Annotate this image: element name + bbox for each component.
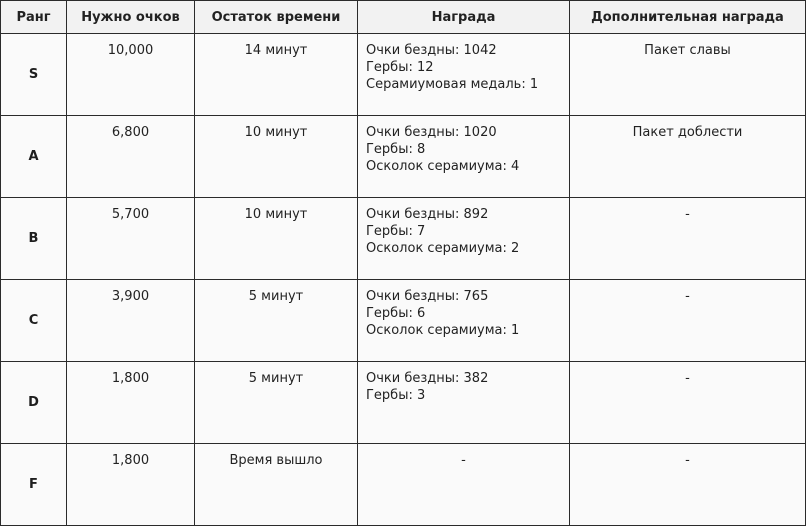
rank-letter: C	[1, 280, 67, 362]
header-points: Нужно очков	[67, 1, 195, 34]
time-remaining: 5 минут	[195, 362, 358, 444]
points-required: 1,800	[67, 362, 195, 444]
table-row	[1, 280, 806, 362]
time-remaining: Время вышло	[195, 444, 358, 526]
points-required: 10,000	[67, 34, 195, 116]
reward-line: Гербы: 8	[366, 142, 426, 157]
reward-line: Очки бездны: 1042	[366, 43, 497, 58]
points-required: 3,900	[67, 280, 195, 362]
time-remaining: 10 минут	[195, 116, 358, 198]
time-remaining: 5 минут	[195, 280, 358, 362]
table-row	[1, 116, 806, 198]
reward-line: Очки бездны: 765	[366, 289, 489, 304]
reward-line: Очки бездны: 892	[366, 207, 489, 222]
table-row	[1, 444, 806, 526]
bonus-reward: -	[570, 280, 806, 362]
points-required: 6,800	[67, 116, 195, 198]
time-remaining: 14 минут	[195, 34, 358, 116]
bonus-reward: Пакет доблести	[570, 116, 806, 198]
bonus-reward: -	[570, 444, 806, 526]
header-bonus: Дополнительная награда	[570, 1, 806, 34]
reward-cell	[358, 280, 570, 362]
time-remaining: 10 минут	[195, 198, 358, 280]
header-time: Остаток времени	[195, 1, 358, 34]
table-header-row	[1, 1, 806, 34]
rank-letter: A	[1, 116, 67, 198]
reward-line: Очки бездны: 1020	[366, 125, 497, 140]
table-row	[1, 362, 806, 444]
bonus-reward: -	[570, 362, 806, 444]
reward-cell	[358, 198, 570, 280]
reward-cell	[358, 362, 570, 444]
reward-line: Серамиумовая медаль: 1	[366, 77, 539, 92]
bonus-reward: Пакет славы	[570, 34, 806, 116]
rank-letter: B	[1, 198, 67, 280]
reward-line: Гербы: 12	[366, 60, 434, 75]
reward-cell	[358, 34, 570, 116]
table-body	[1, 34, 806, 526]
table-row	[1, 198, 806, 280]
reward-line: Гербы: 3	[366, 388, 426, 403]
table-row	[1, 34, 806, 116]
header-reward: Награда	[358, 1, 570, 34]
bonus-reward: -	[570, 198, 806, 280]
points-required: 1,800	[67, 444, 195, 526]
reward-line: Осколок серамиума: 4	[366, 159, 520, 174]
rank-letter: D	[1, 362, 67, 444]
reward-cell	[358, 116, 570, 198]
reward-cell	[358, 444, 570, 526]
reward-line: -	[461, 453, 466, 468]
rank-letter: F	[1, 444, 67, 526]
rank-letter: S	[1, 34, 67, 116]
header-rank: Ранг	[1, 1, 67, 34]
reward-line: Гербы: 7	[366, 224, 426, 239]
reward-line: Очки бездны: 382	[366, 371, 489, 386]
reward-line: Осколок серамиума: 1	[366, 323, 520, 338]
reward-line: Гербы: 6	[366, 306, 426, 321]
reward-line: Осколок серамиума: 2	[366, 241, 520, 256]
points-required: 5,700	[67, 198, 195, 280]
